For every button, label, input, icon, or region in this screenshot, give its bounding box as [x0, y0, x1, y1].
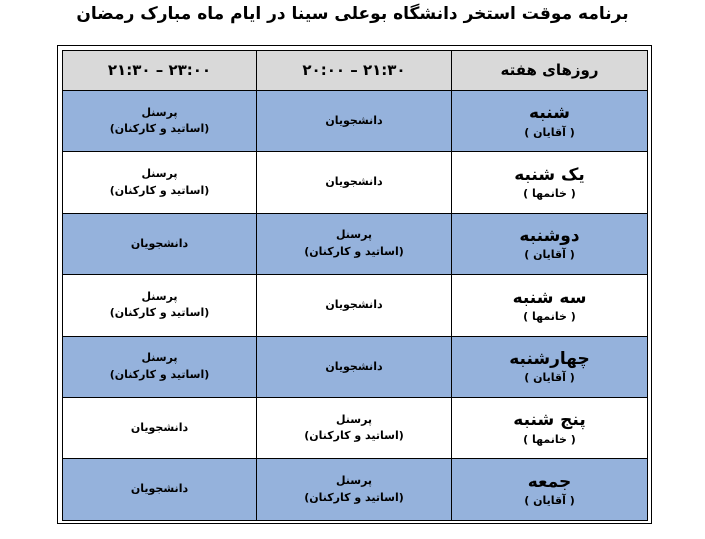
slot-line-1: دانشجویان — [130, 482, 189, 496]
slot-line-2: (اساتید و کارکنان) — [304, 490, 404, 504]
slot-2-cell — [63, 152, 257, 213]
slot-1-cell — [257, 213, 452, 274]
day-name: شنبه — [529, 103, 570, 124]
slot-line-2: (اساتید و کارکنان) — [109, 183, 210, 197]
day-group: ( آقایان ) — [524, 371, 575, 385]
day-name: یک شنبه — [514, 164, 585, 185]
table-row — [63, 336, 648, 397]
table-row — [63, 459, 648, 520]
slot-line-1: دانشجویان — [325, 113, 383, 127]
slot-line-2: (اساتید و کارکنان) — [109, 306, 210, 320]
slot-1-cell — [257, 91, 452, 152]
slot-line-1: پرسنل — [141, 289, 178, 303]
slot-1-cell — [257, 152, 452, 213]
day-group: ( خانمها ) — [523, 186, 576, 200]
header-slot-1 — [257, 51, 452, 91]
day-group: ( خانمها ) — [523, 432, 576, 446]
day-cell — [452, 91, 648, 152]
header-slot-2 — [63, 51, 257, 91]
slot-line-1: پرسنل — [141, 105, 178, 119]
header-slot-2-time: ۲۱:۳۰ – ۲۳:۰۰ — [107, 61, 212, 80]
slot-2-cell — [63, 459, 257, 520]
table-row — [63, 91, 648, 152]
day-group: ( آقایان ) — [524, 493, 575, 507]
slot-2-cell — [63, 397, 257, 458]
slot-2-cell — [63, 91, 257, 152]
slot-2-cell — [63, 213, 257, 274]
slot-line-1: دانشجویان — [325, 298, 383, 312]
day-cell — [452, 213, 648, 274]
slot-line-2: (اساتید و کارکنان) — [109, 122, 210, 136]
table-row — [63, 275, 648, 336]
slot-line-1: دانشجویان — [325, 175, 383, 189]
slot-line-2: (اساتید و کارکنان) — [304, 429, 404, 443]
slot-1-cell — [257, 459, 452, 520]
slot-1-cell — [257, 336, 452, 397]
header-row — [63, 51, 648, 91]
day-group: ( خانمها ) — [523, 309, 576, 323]
slot-1-cell — [257, 275, 452, 336]
day-cell — [452, 275, 648, 336]
slot-2-cell — [63, 275, 257, 336]
day-name: دوشنبه — [519, 226, 580, 247]
day-name: سه شنبه — [512, 287, 587, 308]
slot-line-2: (اساتید و کارکنان) — [304, 244, 404, 258]
schedule-table — [62, 50, 648, 521]
header-days: روزهای هفته — [452, 51, 648, 91]
day-cell — [452, 336, 648, 397]
slot-line-1: پرسنل — [141, 351, 178, 365]
table-row — [63, 152, 648, 213]
day-cell — [452, 459, 648, 520]
day-group: ( آقایان ) — [524, 248, 575, 262]
day-group: ( آقایان ) — [524, 125, 575, 139]
table-row — [63, 213, 648, 274]
table-row — [63, 397, 648, 458]
slot-line-1: دانشجویان — [130, 236, 189, 250]
slot-line-1: پرسنل — [335, 474, 373, 488]
slot-line-2: (اساتید و کارکنان) — [109, 367, 210, 381]
slot-line-1: پرسنل — [335, 228, 373, 242]
slot-line-1: پرسنل — [335, 412, 373, 426]
day-cell — [452, 397, 648, 458]
slot-line-1: پرسنل — [141, 167, 178, 181]
slot-line-1: دانشجویان — [130, 420, 189, 434]
day-name: جمعه — [527, 471, 572, 492]
slot-line-1: دانشجویان — [325, 359, 383, 373]
page-title: برنامه موقت استخر دانشگاه بوعلی سینا در ایام ماه مبارک رمضان — [76, 4, 629, 24]
slot-1-cell — [257, 397, 452, 458]
day-name: پنج شنبه — [513, 410, 586, 431]
slot-2-cell — [63, 336, 257, 397]
day-cell — [452, 152, 648, 213]
header-slot-1-time: ۲۰:۰۰ – ۲۱:۳۰ — [302, 61, 406, 80]
day-name: چهارشنبه — [509, 349, 590, 370]
